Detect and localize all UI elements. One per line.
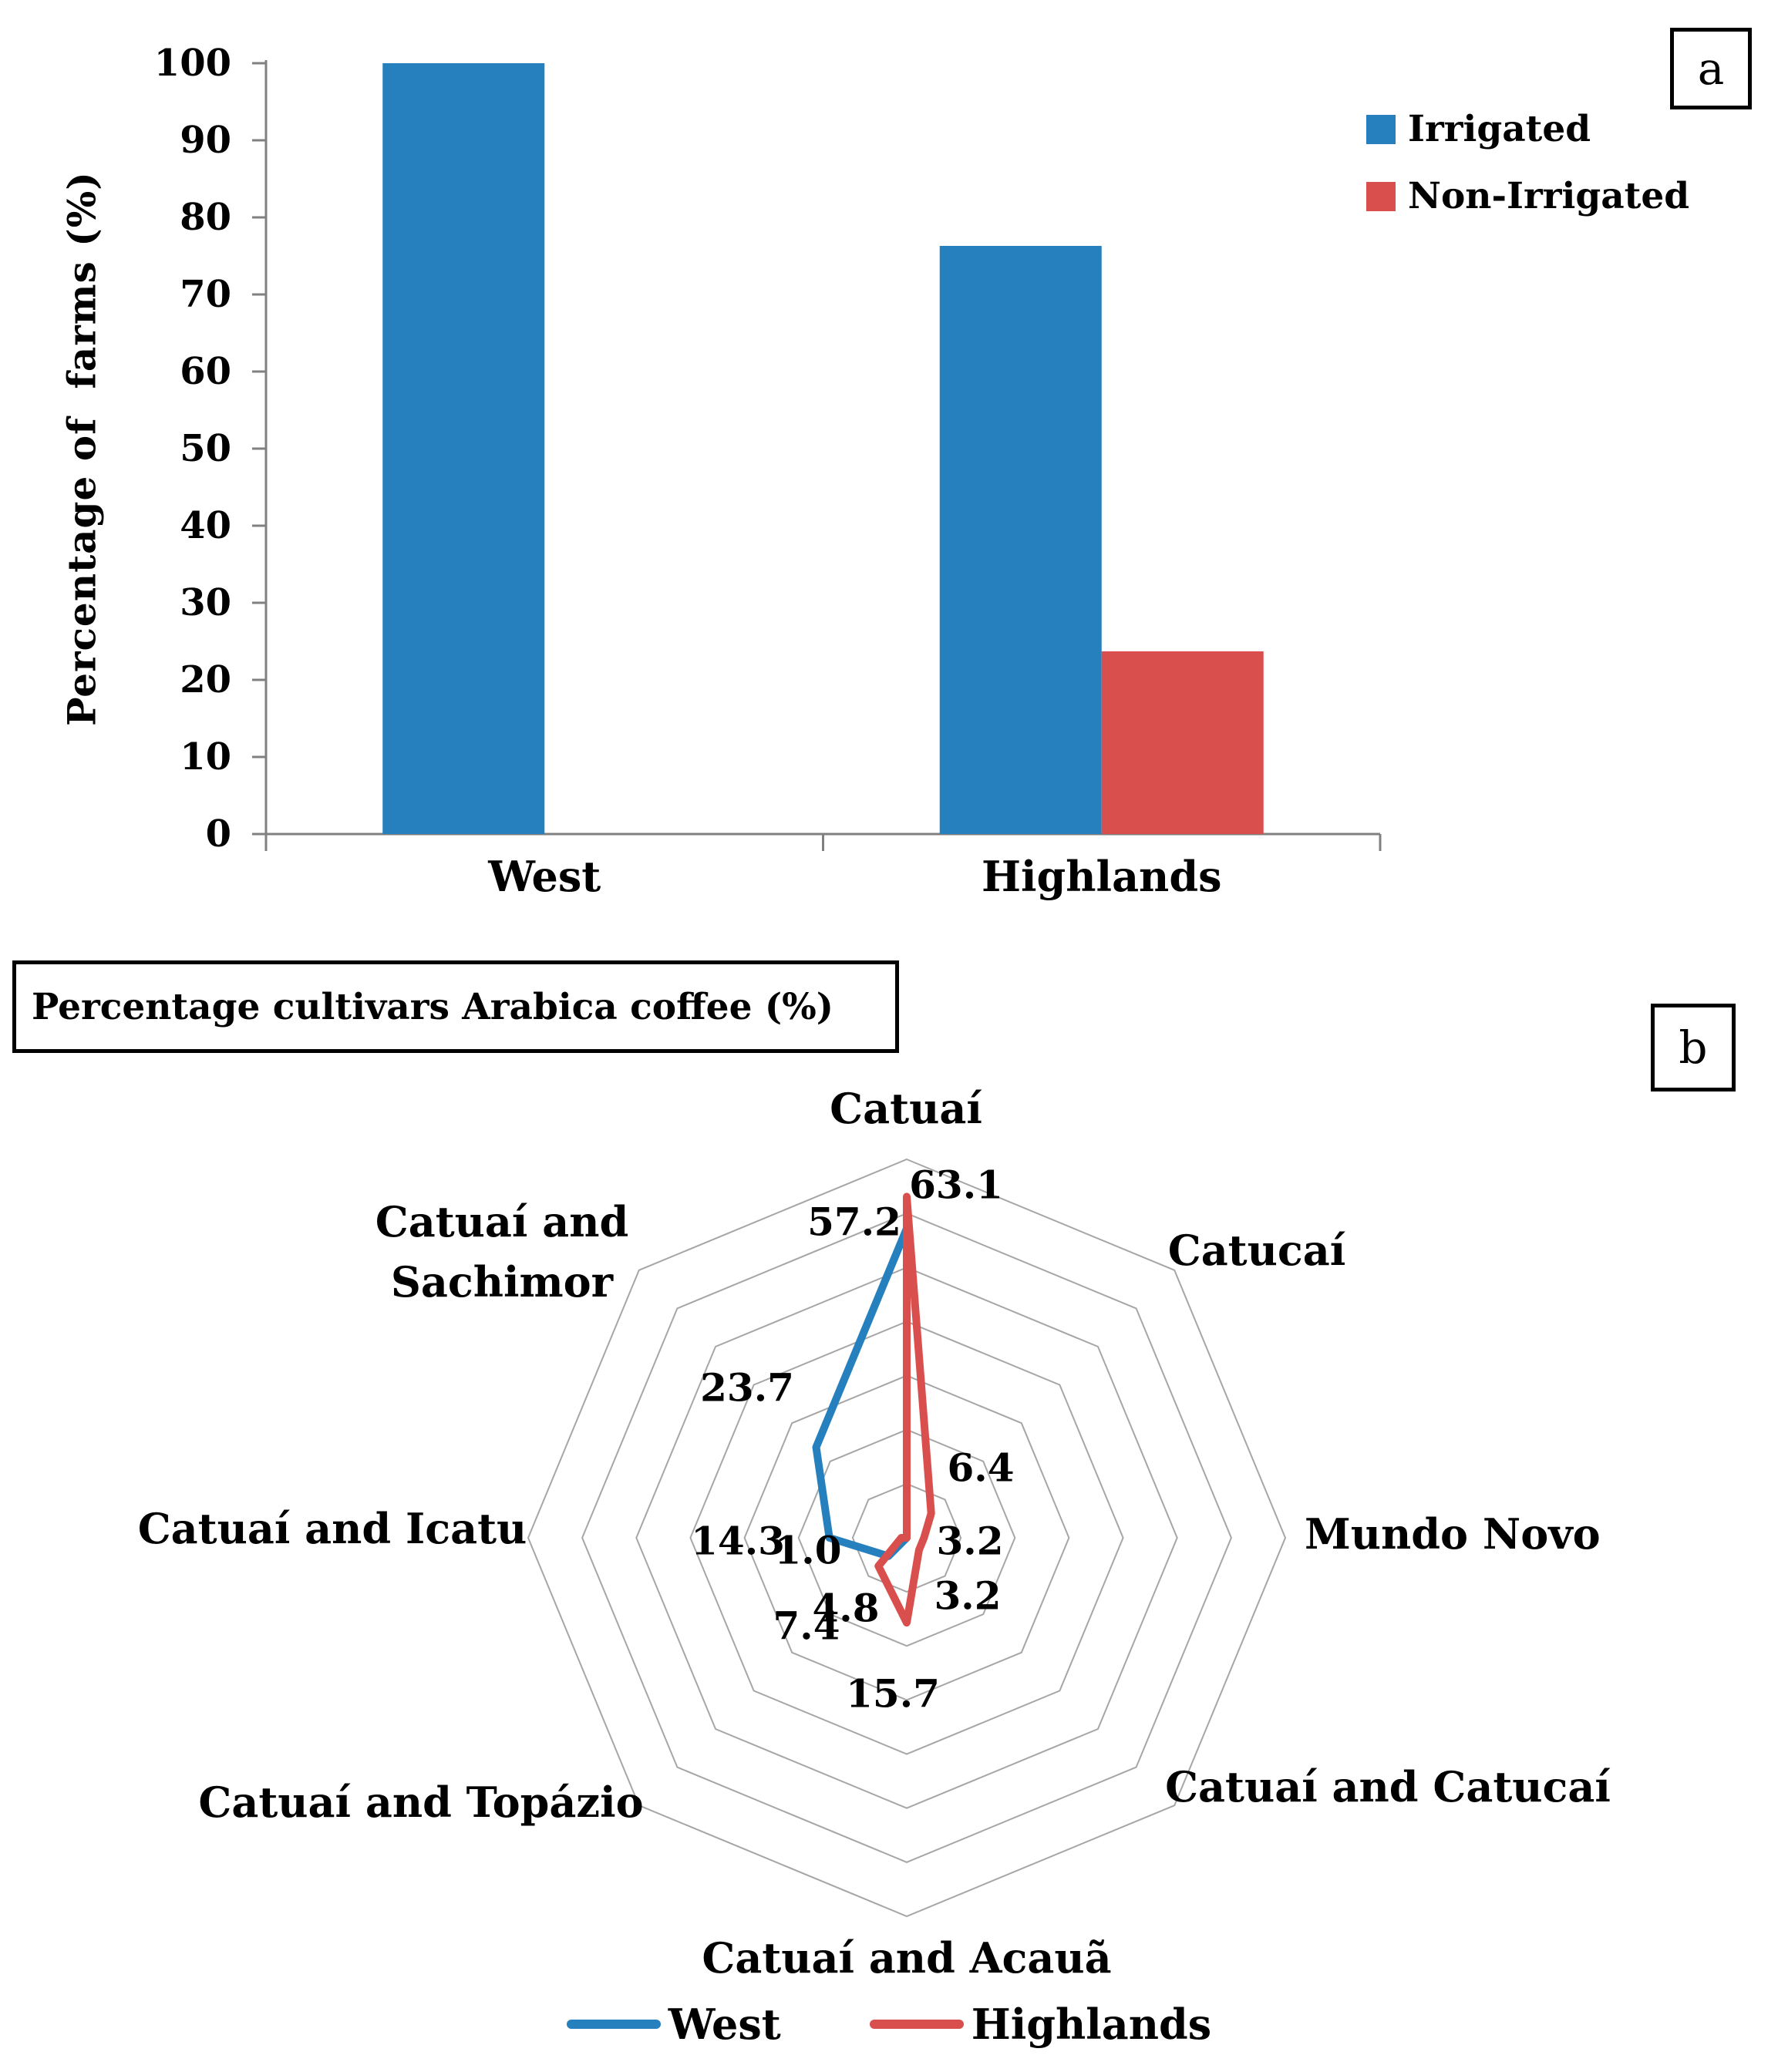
- bar-west-irrigated: [382, 63, 544, 834]
- radar-value-label-highlands-3: 3.2: [934, 1572, 1002, 1619]
- irrigated-swatch-icon: [1366, 115, 1396, 144]
- radar-value-label-west-0: 57.2: [807, 1199, 901, 1245]
- radar-series-highlands: [878, 1196, 931, 1623]
- radar-axis-label-2: Mundo Novo: [1305, 1509, 1601, 1559]
- radar-axis-label-7-line2: Sachimor: [390, 1257, 614, 1307]
- y-tick-label: 90: [180, 119, 231, 162]
- radar-axis-label-3: Catuaí and Catucaí: [1165, 1762, 1611, 1811]
- radar-value-label-highlands-4: 15.7: [846, 1670, 940, 1717]
- radar-axis-label-0: Catuaí: [830, 1084, 982, 1133]
- radar-value-label-west-5: 4.8: [812, 1585, 880, 1631]
- bar-legend-item-irrigated: [1366, 108, 1689, 150]
- category-label-highlands: Highlands: [982, 852, 1222, 901]
- bar-legend-label-non-irrigated: Non-Irrigated: [1408, 175, 1690, 217]
- radar-value-label-west-6: 14.3: [691, 1518, 785, 1564]
- radar-legend-label-highlands: Highlands: [971, 2000, 1212, 2049]
- y-tick-label: 100: [153, 42, 231, 85]
- bar-y-axis-title: Percentage of farms (%): [59, 171, 105, 726]
- radar-value-label-highlands-2: 3.2: [936, 1518, 1004, 1564]
- radar-chart-plot: [0, 956, 1778, 2072]
- radar-value-label-highlands-1: 6.4: [947, 1445, 1015, 1491]
- radar-value-label-highlands-0: 63.1: [909, 1162, 1003, 1208]
- radar-legend-label-west: West: [668, 2000, 781, 2049]
- y-tick-label: 30: [180, 581, 231, 624]
- y-tick-label: 10: [180, 735, 231, 779]
- y-tick-label: 0: [205, 812, 231, 856]
- panel-marker-b: b: [1651, 1004, 1736, 1092]
- panel-marker-a: a: [1670, 28, 1752, 109]
- west-line-swatch-icon: [567, 2020, 661, 2029]
- radar-legend: [0, 2000, 1778, 2049]
- radar-value-label-highlands-5: 7.4: [773, 1603, 840, 1649]
- radar-axis-label-6: Catuaí and Icatu: [137, 1504, 527, 1553]
- y-tick-label: 80: [180, 196, 231, 239]
- y-tick-label: 20: [180, 658, 231, 701]
- highlands-line-swatch-icon: [870, 2020, 964, 2029]
- radar-legend-item-highlands: [870, 2000, 1211, 2049]
- radar-series-west: [817, 1229, 908, 1556]
- category-label-west: West: [488, 852, 601, 901]
- radar-title-box: Percentage cultivars Arabica coffee (%): [12, 960, 899, 1053]
- radar-value-label-west-7: 23.7: [700, 1364, 794, 1411]
- bar-legend-item-non-irrigated: [1366, 175, 1689, 217]
- bar-legend: [1366, 108, 1689, 217]
- radar-axis-label-4: Catuaí and Acauã: [702, 1933, 1112, 1983]
- y-tick-label: 50: [180, 427, 231, 470]
- radar-axis-label-1: Catucaí: [1167, 1226, 1346, 1275]
- bar-highlands-irrigated: [940, 246, 1102, 834]
- y-tick-label: 60: [180, 350, 231, 393]
- bar-highlands-non-irrigated: [1102, 651, 1264, 834]
- radar-legend-item-west: [567, 2000, 781, 2049]
- non-irrigated-swatch-icon: [1366, 182, 1396, 211]
- y-tick-label: 70: [180, 273, 231, 316]
- y-tick-label: 40: [180, 504, 231, 547]
- radar-axis-label-5: Catuaí and Topázio: [198, 1778, 644, 1827]
- bar-legend-label-irrigated: Irrigated: [1408, 108, 1591, 150]
- radar-axis-label-7: Catuaí and: [375, 1197, 629, 1246]
- radar-value-label-highlands-6: 1.0: [774, 1527, 842, 1573]
